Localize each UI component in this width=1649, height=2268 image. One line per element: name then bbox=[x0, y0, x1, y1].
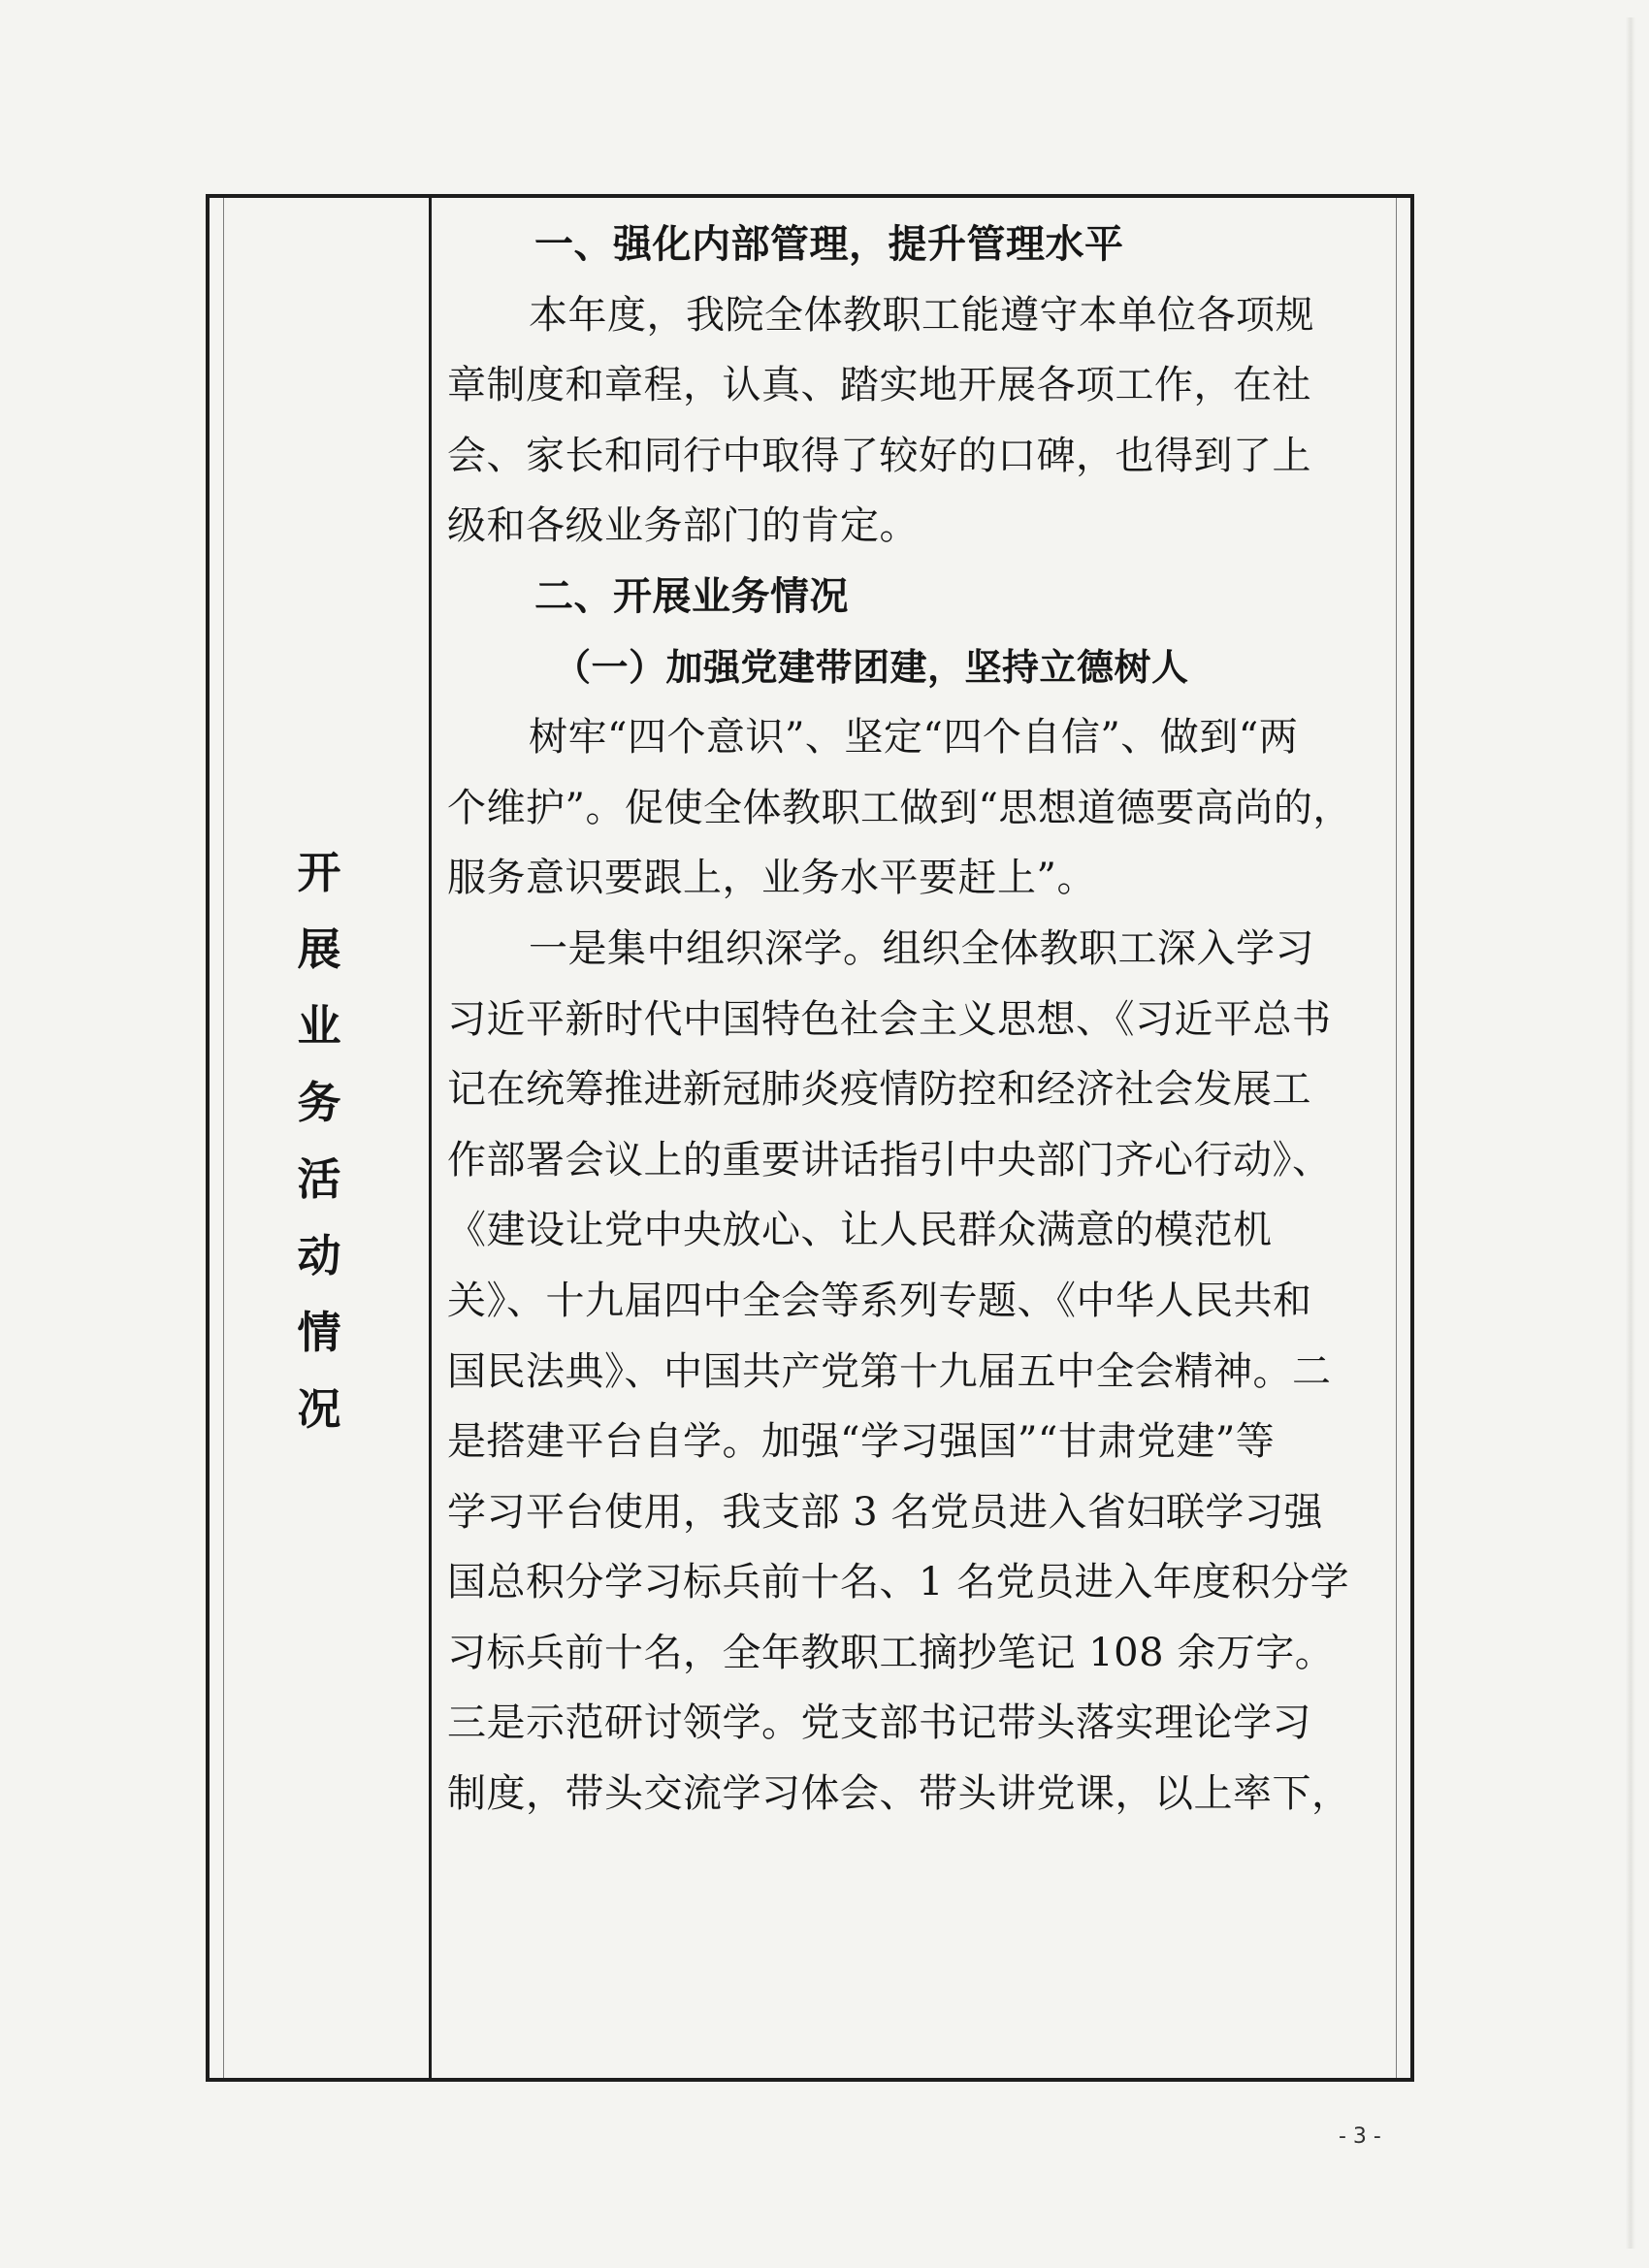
paragraph-line: 个维护”。促使全体教职工做到“思想道德要高尚的， bbox=[447, 785, 1352, 830]
scan-edge-shadow bbox=[1626, 17, 1635, 2249]
paragraph-line: 会、家长和同行中取得了较好的口碑，也得到了上 bbox=[447, 433, 1311, 478]
section-content bbox=[447, 210, 1407, 1830]
paragraph-line: 关》、十九届四中全会等系列专题、《中华人民共和 bbox=[447, 1278, 1312, 1323]
column-divider bbox=[429, 198, 432, 2078]
section-label-char: 展 bbox=[297, 923, 341, 975]
heading-business-situation: 二、开展业务情况 bbox=[534, 573, 849, 619]
paragraph-line: 制度，带头交流学习体会、带头讲党课，以上率下， bbox=[447, 1771, 1351, 1817]
paragraph-line: 章制度和章程，认真、踏实地开展各项工作，在社 bbox=[447, 363, 1311, 408]
paragraph-line: 习标兵前十名，全年教职工摘抄笔记 108 余万字。 bbox=[447, 1630, 1335, 1675]
paragraph-line: 《建设让党中央放心、让人民群众满意的模范机 bbox=[447, 1208, 1273, 1253]
paragraph-line: 树牢“四个意识”、坚定“四个自信”、做到“两 bbox=[529, 715, 1299, 761]
paragraph-line: 国民法典》、中国共产党第十九届五中全会精神。二 bbox=[447, 1348, 1332, 1394]
subheading-party-building: （一）加强党建带团建，坚持立德树人 bbox=[554, 645, 1189, 689]
page-number: - 3 - bbox=[1339, 2124, 1381, 2149]
paragraph-line: 学习平台使用，我支部 3 名党员进入省妇联学习强 bbox=[447, 1489, 1323, 1535]
section-label-char: 开 bbox=[297, 847, 341, 898]
section-label-char: 务 bbox=[297, 1077, 341, 1128]
paragraph-line: 记在统筹推进新冠肺炎疫情防控和经济社会发展工 bbox=[447, 1067, 1311, 1113]
section-label-char: 业 bbox=[297, 1000, 341, 1052]
paragraph-study-activities bbox=[447, 914, 1407, 1830]
section-label-text bbox=[297, 834, 340, 1447]
heading-internal-management: 一、强化内部管理，提升管理水平 bbox=[534, 222, 1124, 267]
paragraph-line: 服务意识要跟上，业务水平要赶上”。 bbox=[447, 856, 1096, 901]
section-label bbox=[210, 834, 429, 1447]
section-label-char: 情 bbox=[297, 1307, 341, 1358]
paragraph-line: 是搭建平台自学。加强“学习强国”“甘肃党建”等 bbox=[447, 1419, 1276, 1465]
paragraph-internal-management bbox=[447, 280, 1407, 562]
paragraph-line: 习近平新时代中国特色社会主义思想、《习近平总书 bbox=[447, 996, 1332, 1042]
section-label-char: 况 bbox=[297, 1383, 341, 1435]
paragraph-line: 级和各级业务部门的肯定。 bbox=[447, 503, 919, 549]
report-table bbox=[206, 194, 1414, 2082]
paragraph-line: 作部署会议上的重要讲话指引中央部门齐心行动》、 bbox=[447, 1137, 1332, 1183]
paragraph-line: 三是示范研讨领学。党支部书记带头落实理论学习 bbox=[447, 1701, 1311, 1746]
paragraph-line: 一是集中组织深学。组织全体教职工深入学习 bbox=[529, 925, 1314, 971]
section-label-char: 动 bbox=[297, 1230, 341, 1281]
paragraph-four-consciousness bbox=[447, 702, 1407, 914]
section-label-char: 活 bbox=[297, 1153, 341, 1205]
paragraph-line: 本年度，我院全体教职工能遵守本单位各项规 bbox=[529, 292, 1314, 338]
paragraph-line: 国总积分学习标兵前十名、1 名党员进入年度积分学 bbox=[447, 1560, 1350, 1605]
